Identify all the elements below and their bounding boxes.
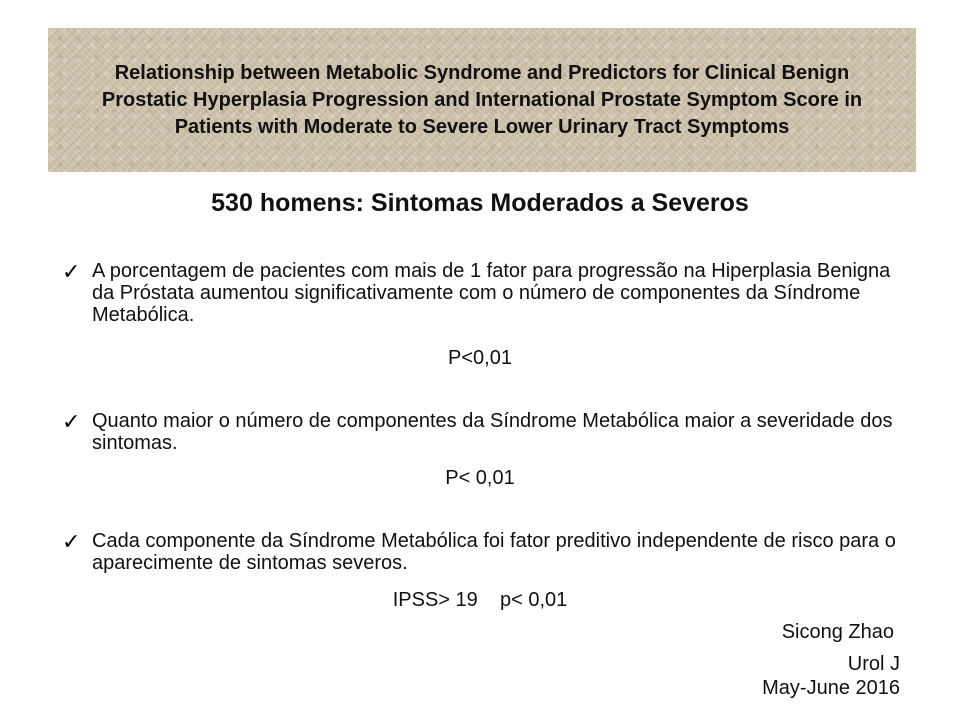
bullet-stat-1: P<0,01 — [448, 347, 512, 369]
citation-author: Sicong Zhao — [781, 621, 894, 643]
bullet-item-1 — [62, 260, 912, 326]
bullet-stat-3: IPSS> 19 p< 0,01 — [392, 589, 568, 611]
slide-subtitle: 530 homens: Sintomas Moderados a Severos — [211, 189, 749, 217]
bullet-text-1: A porcentagem de pacientes com mais de 1 fator para progressão na Hiperplasia Benigna da Próstata aumentou significativamente com o número de componentes da Síndrome Metabólica. — [92, 260, 891, 326]
bullet-text-3: Cada componente da Síndrome Metabólica foi fator preditivo independente de risco para o aparecimente de sintomas severos. — [92, 530, 896, 574]
title-banner — [48, 28, 916, 172]
bullet-stat-2: P< 0,01 — [445, 467, 515, 489]
checkmark-icon: ✓ — [62, 409, 81, 434]
citation-journal: Urol J — [847, 653, 900, 675]
checkmark-icon: ✓ — [62, 529, 81, 554]
citation-date: May-June 2016 — [762, 677, 900, 699]
bullet-item-2 — [62, 410, 912, 454]
checkmark-icon: ✓ — [62, 259, 81, 284]
bullet-item-3 — [62, 530, 912, 574]
slide-title: Relationship between Metabolic Syndrome and Predictors for Clinical Benign Prostatic Hyperplasia Progression and International Prostate Symptom Score in Patients with Moderate to Severe Lower Urinary Tract Symptoms — [101, 61, 863, 138]
bullet-text-2: Quanto maior o número de componentes da Síndrome Metabólica maior a severidade dos sintomas. — [92, 410, 893, 454]
